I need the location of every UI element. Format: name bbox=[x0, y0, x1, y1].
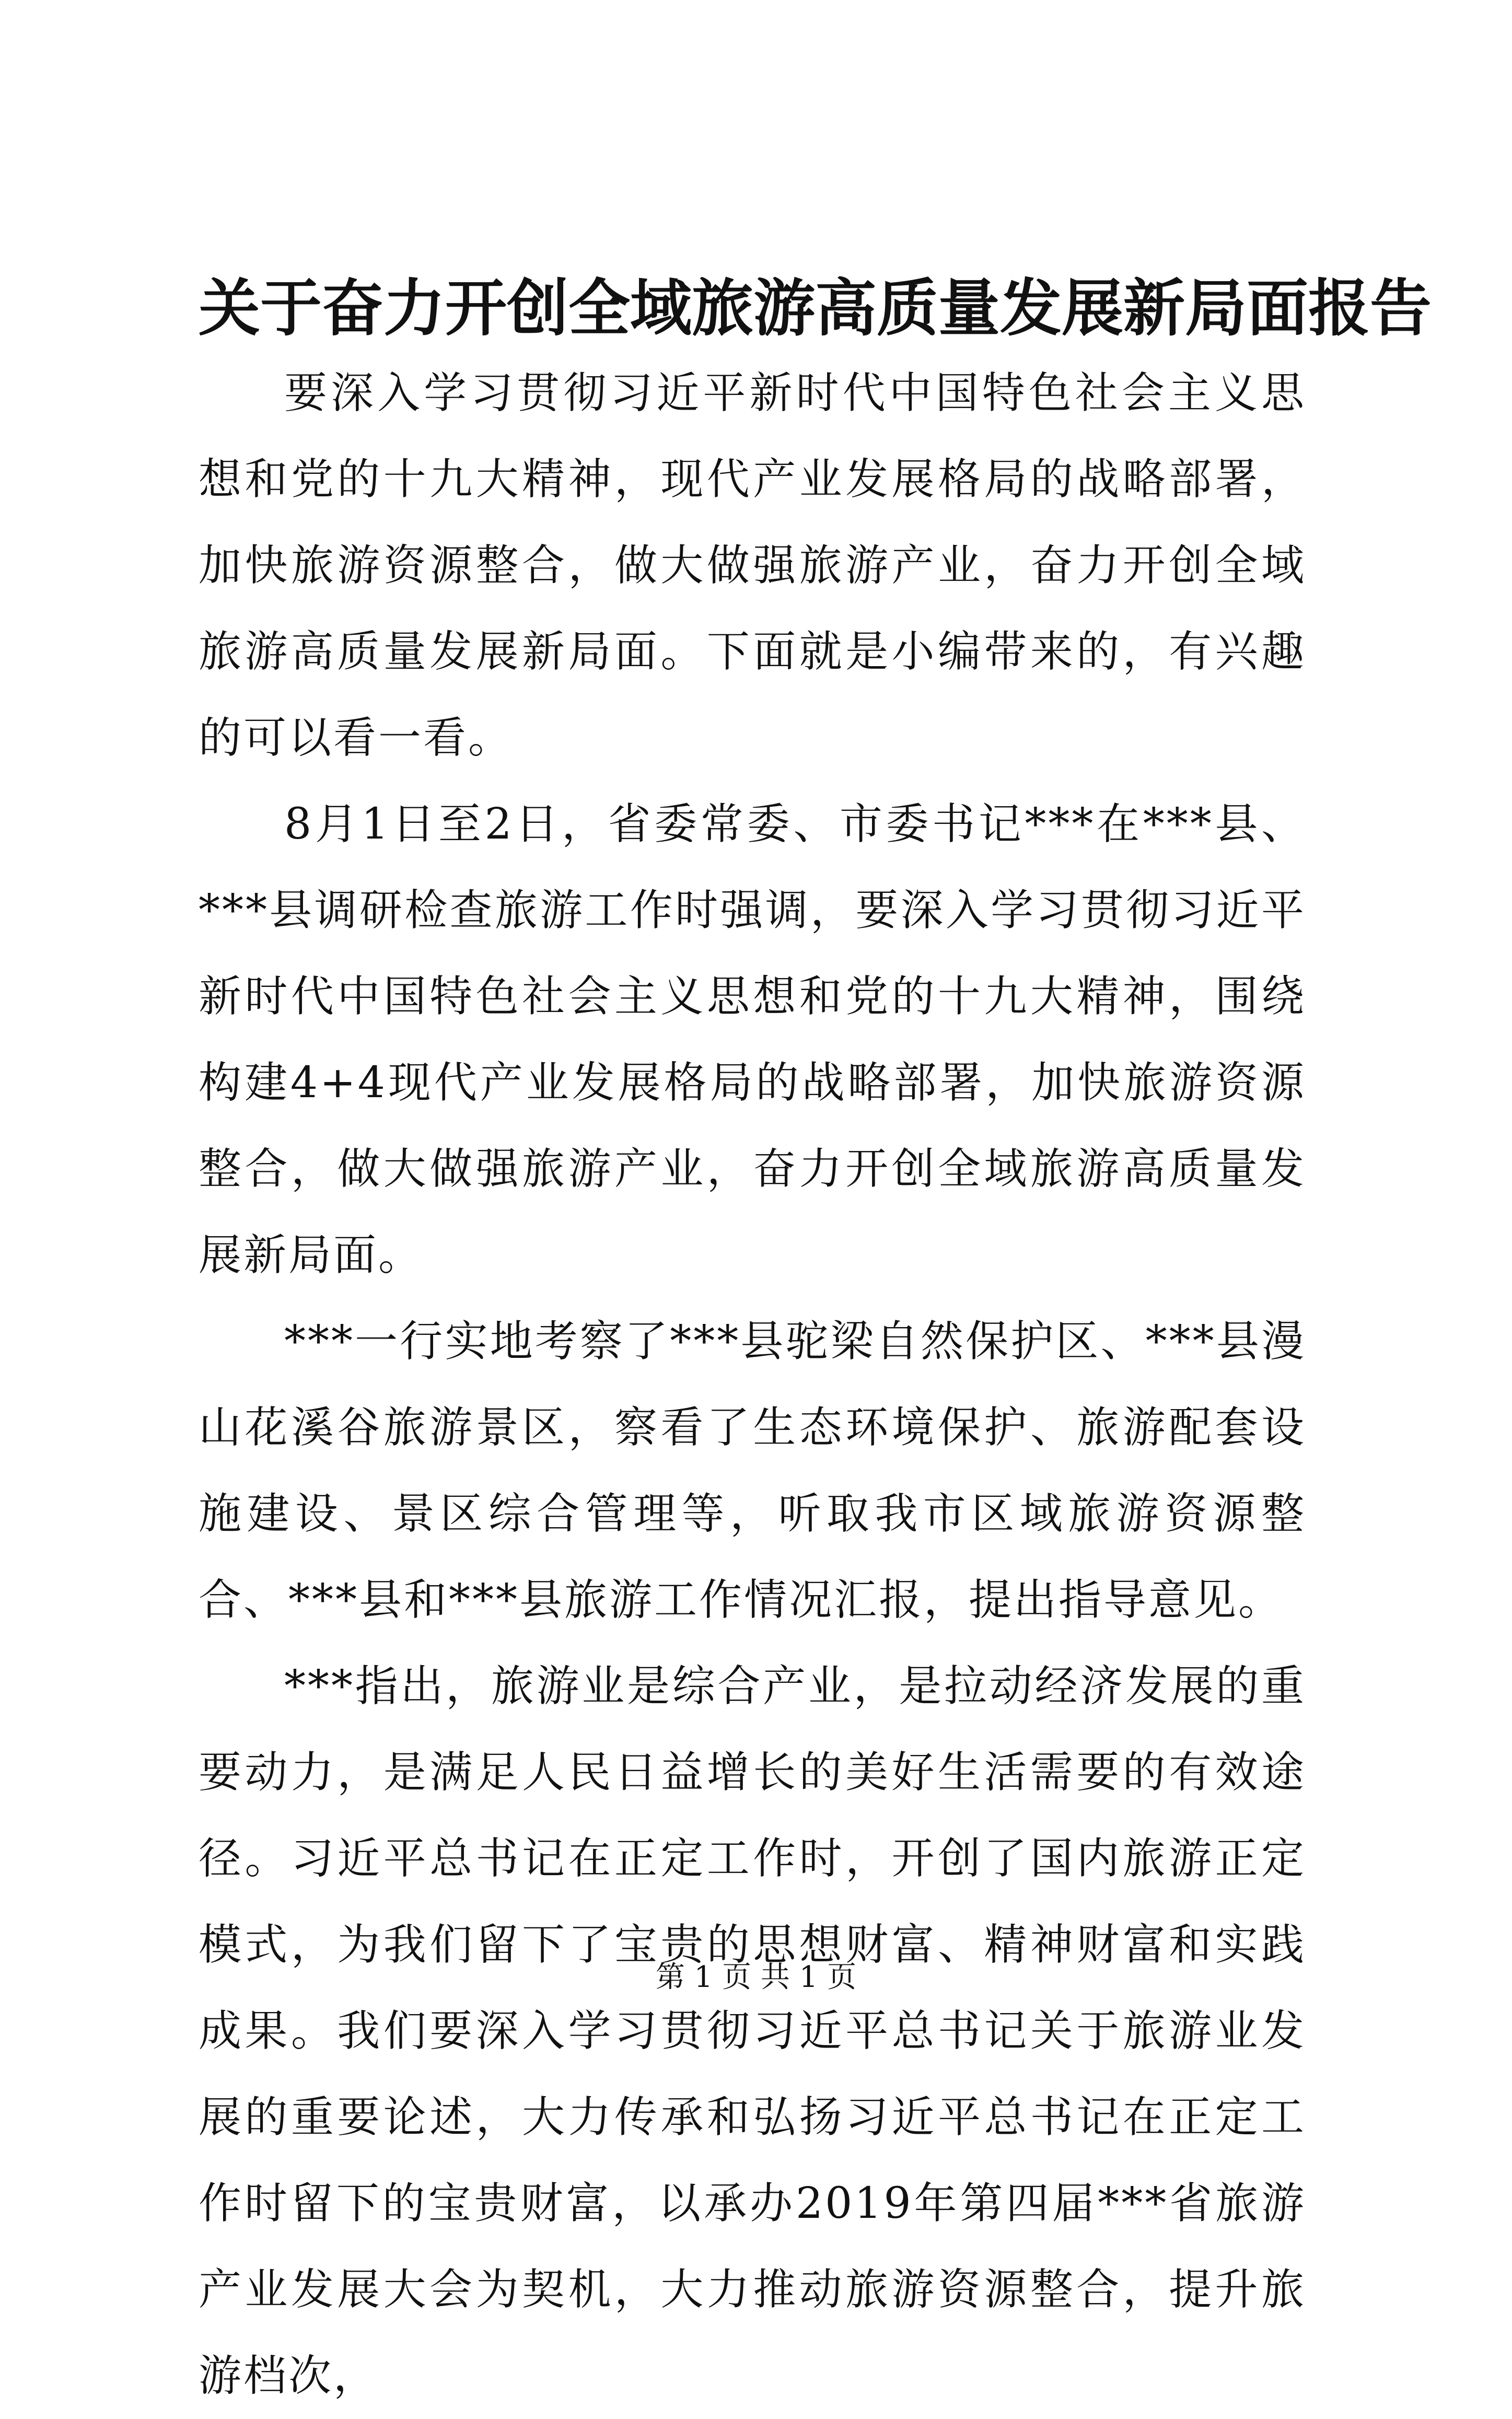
paragraph-remarks: ***指出，旅游业是综合产业，是拉动经济发展的重要动力，是满足人民日益增长的美好生活需要的有效途径。习近平总书记在正定工作时，开创了国内旅游正定模式，为我们留下了宝贵的思想财富、精神财富和实践成果。我们要深入学习贯彻习近平总书记关于旅游业发展的重要论述，大力传承和弘扬习近平总书记在正定工作时留下的宝贵财富，以承办2019年第四届***省旅游产业发展大会为契机，大力推动旅游资源整合，提升旅游档次， bbox=[199, 1661, 1306, 2401]
document-title: 关于奋力开创全域旅游高质量发展新局面报告 bbox=[199, 272, 1432, 344]
paragraph-intro: 要深入学习贯彻习近平新时代中国特色社会主义思想和党的十九大精神，现代产业发展格局的战略部署，加快旅游资源整合，做大做强旅游产业，奋力开创全域旅游高质量发展新局面。下面就是小编带来的，有兴趣的可以看一看。 bbox=[199, 368, 1306, 763]
document-body bbox=[199, 350, 1306, 2419]
paragraph-field-visit: ***一行实地考察了***县驼梁自然保护区、***县漫山花溪谷旅游景区，察看了生态环境保护、旅游配套设施建设、景区综合管理等，听取我市区域旅游资源整合、***县和***县旅游工作情况汇报，提出指导意见。 bbox=[199, 1317, 1306, 1625]
paragraph-inspection: 8月1日至2日，省委常委、市委书记***在***县、***县调研检查旅游工作时强调，要深入学习贯彻习近平新时代中国特色社会主义思想和党的十九大精神，围绕构建4+4现代产业发展格局的战略部署，加快旅游资源整合，做大做强旅游产业，奋力开创全域旅游高质量发展新局面。 bbox=[199, 799, 1306, 1280]
page-footer: 第 1 页 共 1 页 bbox=[655, 1960, 857, 1994]
